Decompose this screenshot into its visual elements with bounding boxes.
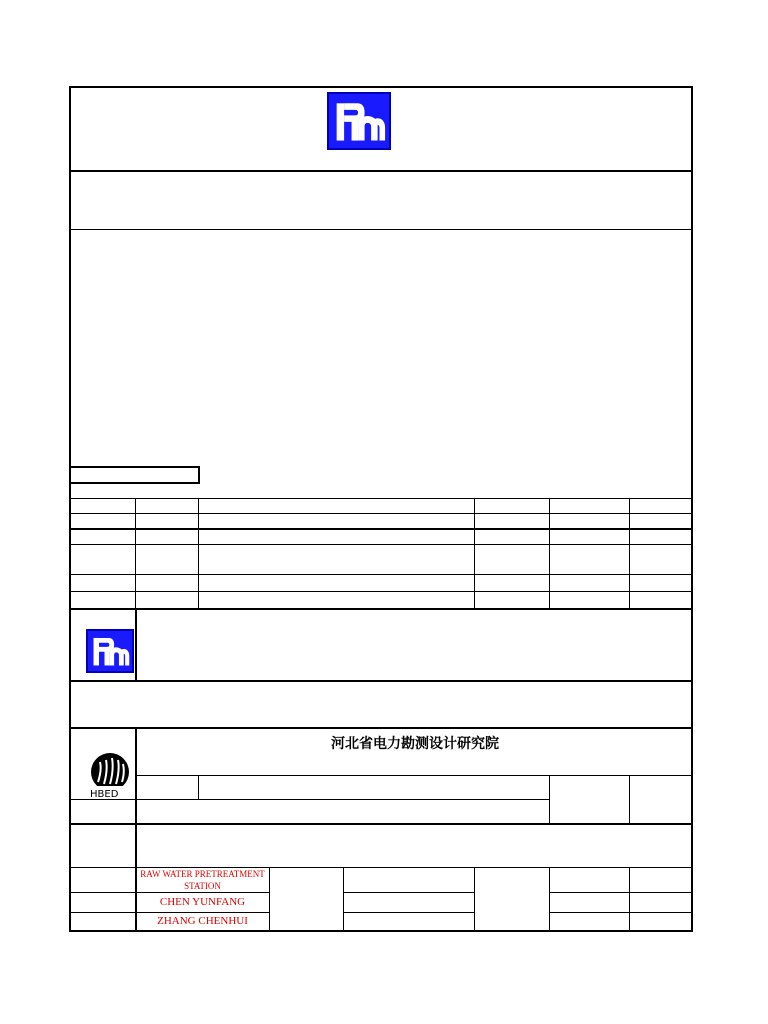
divider — [269, 867, 270, 932]
document-frame — [69, 86, 693, 932]
pm-logo-icon — [327, 92, 391, 150]
hbed-seal-icon — [88, 752, 132, 798]
divider — [198, 775, 199, 799]
table-col — [474, 498, 475, 608]
divider — [69, 170, 693, 172]
divider — [69, 823, 693, 825]
logo-cell-border — [135, 608, 137, 680]
label-box — [69, 466, 200, 484]
divider — [69, 229, 693, 230]
divider — [135, 775, 693, 776]
divider — [69, 727, 693, 729]
table-col — [198, 498, 199, 608]
checker-name: ZHANG CHENHUI — [157, 915, 248, 927]
divider — [69, 799, 549, 800]
svg-text:HBED: HBED — [90, 789, 119, 798]
table-line — [69, 544, 693, 545]
table-line — [69, 513, 693, 514]
divider — [549, 867, 550, 932]
divider — [69, 680, 693, 682]
divider — [343, 912, 474, 913]
divider — [549, 892, 693, 893]
divider — [629, 775, 630, 823]
drawing-title: RAW WATER PRETREATMENT STATION — [140, 869, 265, 891]
table-line — [69, 498, 693, 499]
table-line — [69, 574, 693, 575]
table-col — [549, 498, 550, 608]
table-col — [135, 498, 136, 608]
divider — [629, 867, 630, 932]
table-line — [69, 528, 693, 530]
divider — [549, 912, 693, 913]
designer-name: CHEN YUNFANG — [159, 896, 246, 908]
institute-name: 河北省电力勘测设计研究院 — [331, 736, 499, 752]
table-col — [629, 498, 630, 608]
divider — [69, 892, 269, 893]
divider — [549, 775, 550, 823]
divider — [343, 867, 344, 932]
pm-logo-small-icon — [86, 629, 134, 673]
table-line — [69, 608, 693, 610]
divider — [343, 892, 474, 893]
divider — [474, 867, 475, 932]
divider — [69, 912, 269, 913]
table-line — [69, 591, 693, 592]
